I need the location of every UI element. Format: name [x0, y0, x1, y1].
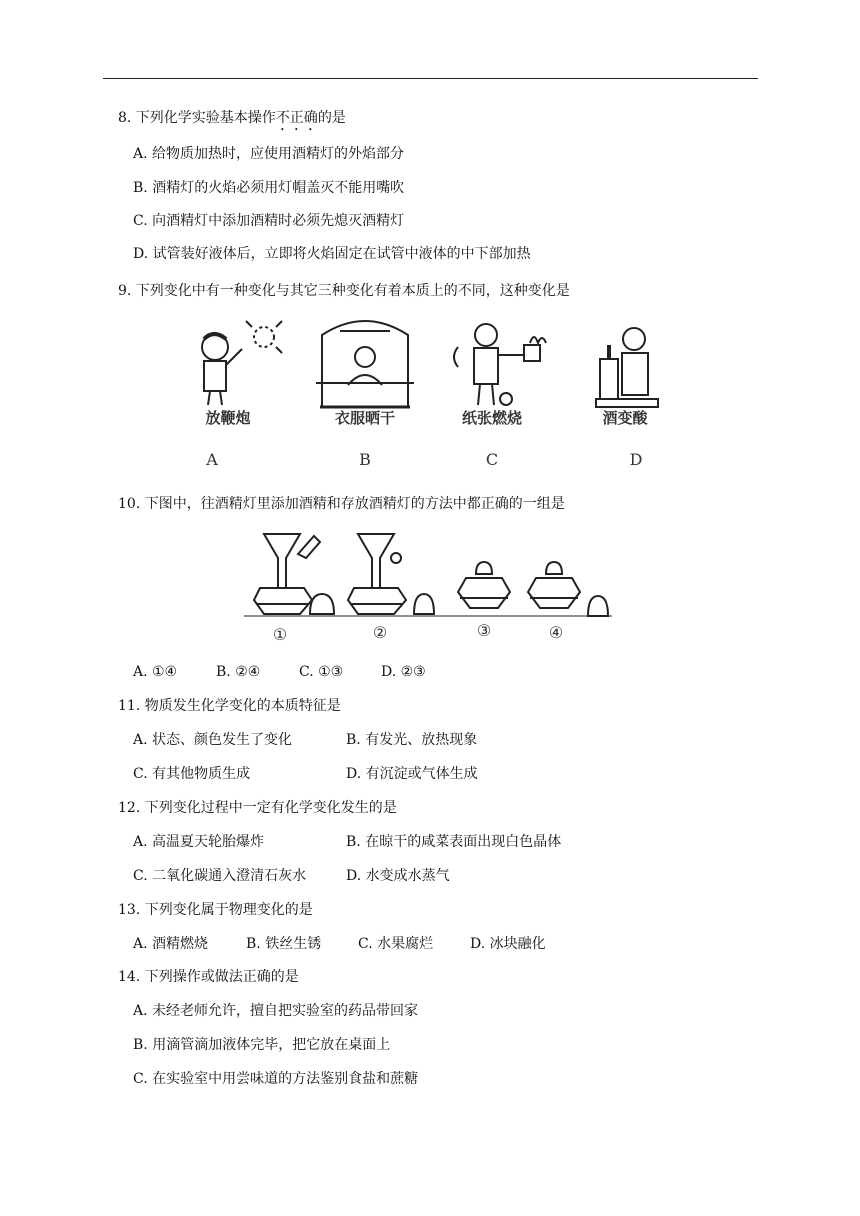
q9-illustration-d: [596, 328, 658, 407]
q13-option-b: B. 铁丝生锈: [246, 936, 322, 952]
q9-letter-c: C: [485, 450, 499, 469]
q12-option-c: C. 二氧化碳通入澄清石灰水: [133, 868, 307, 884]
q8-option-c: C. 向酒精灯中添加酒精时必须先熄灭酒精灯: [133, 213, 405, 229]
q9-label-c: 纸张燃烧: [461, 409, 523, 427]
q14-option-b: B. 用滴管滴加液体完毕，把它放在桌面上: [133, 1037, 391, 1053]
q10-illustration-3: [458, 562, 510, 608]
header-rule: [103, 78, 758, 79]
question-9-stem: 9. 下列变化中有一种变化与其它三种变化有着本质上的不同，这种变化是: [118, 283, 570, 299]
q9-figure: [180, 315, 680, 475]
question-11-stem: 11. 物质发生化学变化的本质特征是: [118, 698, 341, 714]
q12-option-b: B. 在晾干的咸菜表面出现白色晶体: [346, 834, 562, 850]
q10-option-a: A. ①④: [133, 664, 178, 680]
question-10-stem: 10. 下图中，往酒精灯里添加酒精和存放酒精灯的方法中都正确的一组是: [118, 496, 565, 512]
q10-illustration-1: [254, 534, 334, 614]
q10-number-1: ①: [272, 625, 288, 644]
q12-option-a: A. 高温夏天轮胎爆炸: [133, 834, 265, 850]
q9-letter-d: D: [629, 450, 643, 469]
question-13-stem: 13. 下列变化属于物理变化的是: [118, 902, 313, 918]
q10-illustration-2: [348, 534, 434, 614]
q8-stem-pre: 8. 下列化学实验基本操作: [118, 110, 276, 126]
q10-option-c: C. ①③: [299, 664, 344, 680]
q9-illustration-a: [202, 321, 282, 405]
question-8-stem: [118, 109, 346, 134]
q8-stem-emphasis: 不正确: [275, 110, 318, 126]
q11-option-c: C. 有其他物质生成: [133, 766, 251, 782]
q10-illustration-4: [528, 562, 608, 616]
q11-option-d: D. 有沉淀或气体生成: [346, 766, 478, 782]
q9-letter-a: A: [206, 450, 218, 469]
q10-number-3: ③: [476, 621, 492, 640]
q14-option-c: C. 在实验室中用尝味道的方法鉴别食盐和蔗糖: [133, 1071, 419, 1087]
q9-illustration-b: [316, 321, 414, 407]
q13-option-d: D. 冰块融化: [470, 936, 546, 952]
q9-illustration-c: [454, 324, 546, 405]
q13-option-a: A. 酒精燃烧: [133, 936, 209, 952]
q10-number-2: ②: [372, 623, 388, 642]
q11-option-b: B. 有发光、放热现象: [346, 732, 478, 748]
q14-option-a: A. 未经老师允许，擅自把实验室的药品带回家: [133, 1003, 419, 1019]
question-12-stem: 12. 下列变化过程中一定有化学变化发生的是: [118, 800, 397, 816]
q9-label-d: 酒变酸: [602, 409, 648, 427]
q8-option-b: B. 酒精灯的火焰必须用灯帽盖灭不能用嘴吹: [133, 180, 405, 196]
q10-number-4: ④: [548, 623, 564, 642]
q11-option-a: A. 状态、颜色发生了变化: [133, 732, 293, 748]
q8-option-a: A. 给物质加热时，应使用酒精灯的外焰部分: [133, 146, 405, 162]
q10-option-d: D. ②③: [381, 664, 426, 680]
question-14-stem: 14. 下列操作或做法正确的是: [118, 969, 299, 985]
q10-option-b: B. ②④: [216, 664, 261, 680]
q8-stem-post: 的是: [317, 110, 346, 126]
q13-option-c: C. 水果腐烂: [358, 936, 434, 952]
q8-option-d: D. 试管装好液体后，立即将火焰固定在试管中液体的中下部加热: [133, 246, 531, 262]
q9-label-a: 放鞭炮: [205, 409, 251, 427]
q9-label-b: 衣服晒干: [334, 409, 396, 427]
q10-figure: [240, 528, 620, 648]
q9-letter-b: B: [359, 450, 371, 469]
q12-option-d: D. 水变成水蒸气: [346, 868, 450, 884]
